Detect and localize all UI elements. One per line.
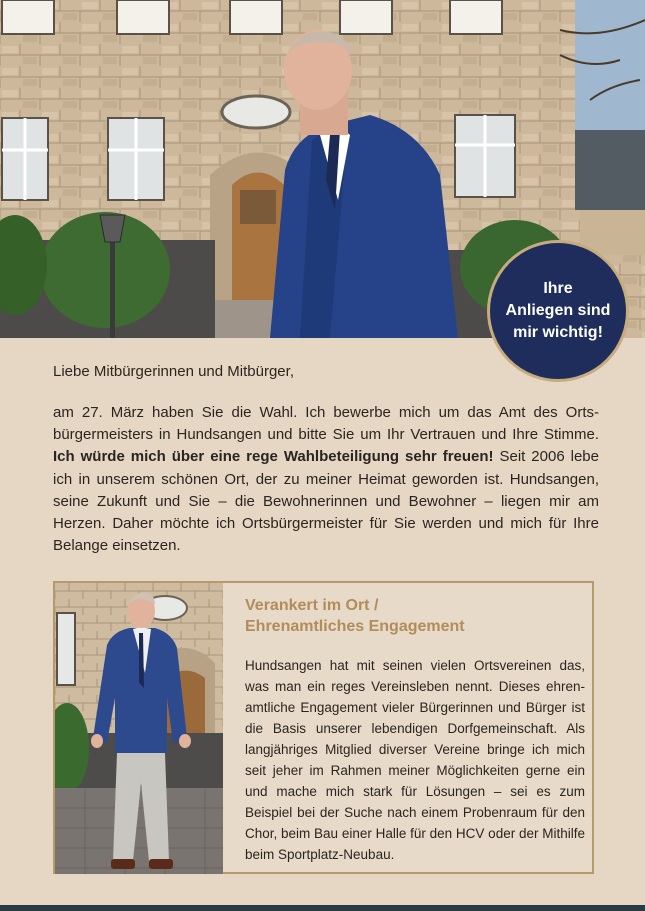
intro-text-2: Seit 2006 lebe ich in unserem schönen Ort, der zu meiner Heimat geworden ist. Hundsangen, seine Zukunft und Sie – die Bewohnerinnen und Bewohner – liegen mir am Herzen. Daher möchte ich Ortsbürgermeister für Sie werden und mich für Ihre Belange einsetzen. <box>53 448 599 555</box>
slogan-badge <box>487 240 629 382</box>
intro-text-1: am 27. März haben Sie die Wahl. Ich bewerbe mich um das Amt des Ortsbürgermeisters in Hundsangen und bitte Sie um Ihr Vertrauen und Ihre Stimme. <box>53 404 599 444</box>
intro-paragraph <box>53 402 599 557</box>
section-title <box>245 595 575 637</box>
badge-line-1: Ihre <box>543 280 573 297</box>
engagement-panel <box>53 581 594 874</box>
section-body: Hundsangen hat mit seinen vielen Ortsvereinen das, was man ein reges Vereinsleben nennt. Dieses ehrenamtliche Engagement vieler Bürgerinnen und Bürger ist die Basis unserer lebendigen Dorfgemeinschaft. Als langjähriges Mitglied diverser Vereine bringe ich mich seit jeher im Rahmen meiner Möglichkeiten gerne ein und mache mich stark für Lösungen – sei es zum Beispiel bei der Suche nach einem Probenraum für den Chor, beim Bau einer Halle für den HCV oder der Mithilfe beim Sportplatz-Neubau. <box>245 658 585 862</box>
section-title-line-1: Verankert im Ort / <box>245 597 379 614</box>
greeting: Liebe Mitbürgerinnen und Mitbürger, <box>53 363 294 380</box>
badge-line-3: mir wichtig! <box>513 324 603 341</box>
badge-line-2: Anliegen sind <box>505 302 611 319</box>
candidate-walking-photo <box>55 583 223 874</box>
section-title-line-2: Ehrenamtliches Engagement <box>245 618 465 635</box>
page-bottom-rule <box>0 905 645 911</box>
intro-bold-text: Ich würde mich über eine rege Wahlbeteiligung sehr freuen! <box>53 448 494 466</box>
